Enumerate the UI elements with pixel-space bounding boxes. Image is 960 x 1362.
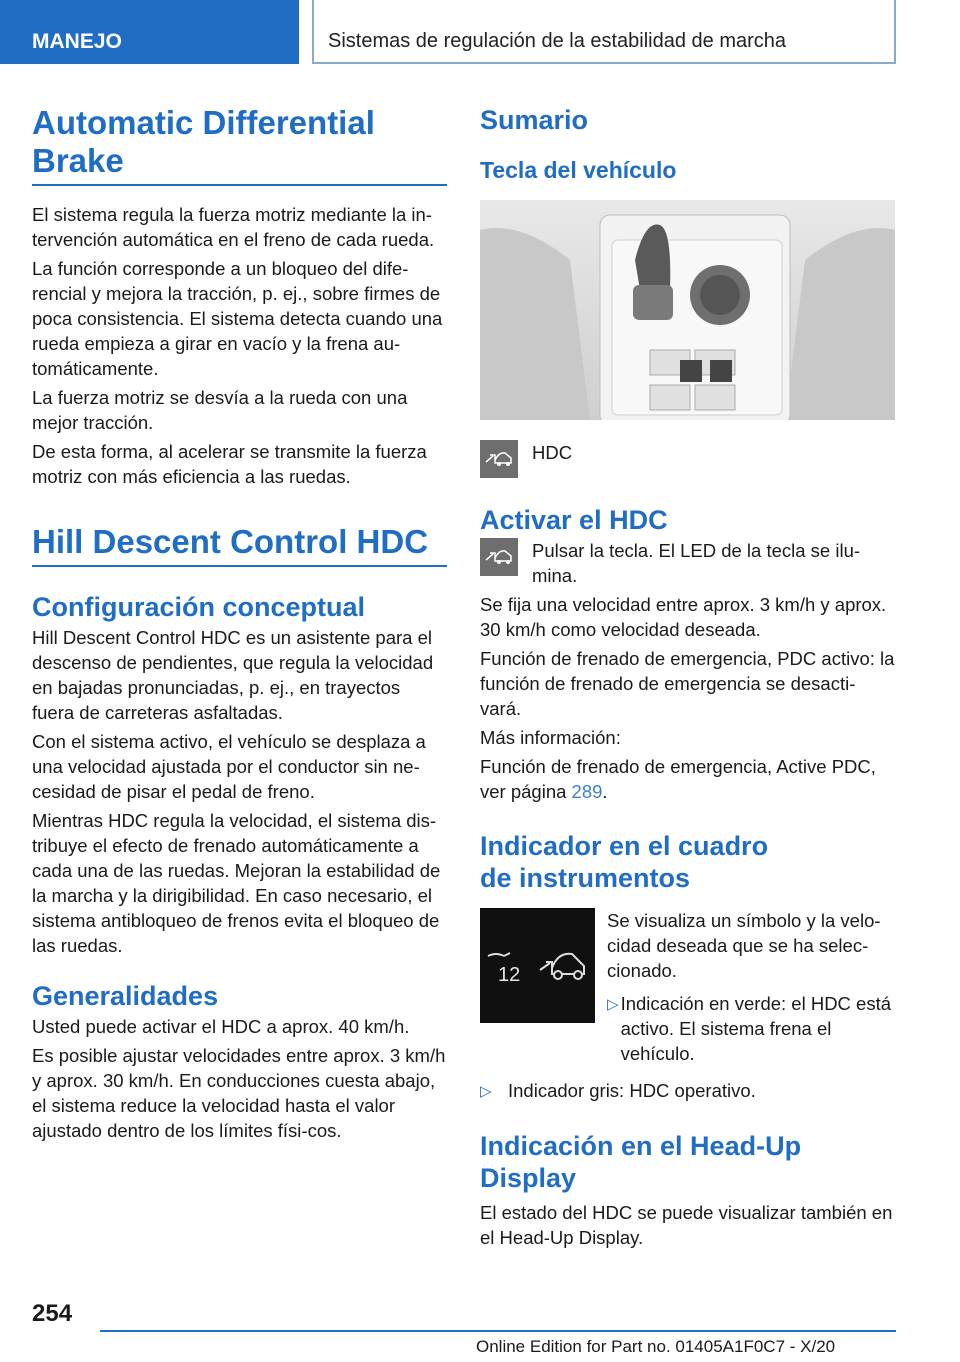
hdc-key-label: HDC: [532, 442, 573, 463]
center-console-photo: [480, 200, 895, 420]
activate-row: [480, 538, 895, 588]
left-column: [32, 100, 447, 1143]
activate-paragraph-2: Se fija una velocidad entre aprox. 3 km/h y aprox. 30 km/h como velocidad deseada.: [480, 594, 887, 640]
hud-heading: Indicación en el Head-Up Display: [480, 1131, 802, 1193]
triangle-bullet-icon: ▷: [607, 996, 619, 1013]
general-paragraph-2: Es posible ajustar velocidades entre aprox. 3 km/h y aprox. 30 km/h. En conducciones cuesta abajo, el sistema reduce la velocidad hasta el valor ajustado dentro de los límites físi-cos.: [32, 1045, 446, 1141]
section-tab[interactable]: [0, 0, 299, 64]
hdc-button-icon: [480, 538, 518, 576]
hud-paragraph-1: El estado del HDC se puede visualizar también en el Head-Up Display.: [480, 1202, 893, 1248]
cluster-paragraph-1: Se visualiza un símbolo y la velo-cidad deseada que se ha selec-cionado.: [607, 910, 881, 981]
general-heading: Generalidades: [32, 981, 219, 1011]
activate-paragraph-1: Pulsar la tecla. El LED de la tecla se ilu-mina.: [532, 540, 861, 586]
bullet-item: [480, 1078, 895, 1104]
chapter-title-box: [312, 0, 896, 64]
concept-heading: Configuración conceptual: [32, 592, 366, 622]
bullet-item: [607, 991, 895, 1066]
triangle-bullet-icon: ▷: [480, 1083, 492, 1100]
summary-heading: Sumario: [480, 105, 589, 135]
activate-paragraph-3: Función de frenado de emergencia, PDC activo: la función de frenado de emergencia se desacti-vará.: [480, 648, 895, 719]
concept-paragraph-3: Mientras HDC regula la velocidad, el sistema dis-tribuye el efecto de frenado automáticamente a cada una de las ruedas. Mejoran la estabilidad de la marcha y la dirigibilidad. En caso necesario, el sistema antibloqueo de frenos evita el bloqueo de las ruedas.: [32, 810, 441, 956]
center-console-illustration: [480, 200, 895, 420]
more-info-label: Más información:: [480, 727, 621, 748]
concept-paragraph-1: Hill Descent Control HDC es un asistente para el descenso de pendientes, que regula la velocidad en bajadas pronunciadas, p. ej., en trayectos fuera de carreteras asfaltadas.: [32, 627, 434, 723]
more-info-text: [480, 754, 895, 804]
adb-paragraph-2: La función corresponde a un bloqueo del dife-rencial y mejora la tracción, p. ej., sobre firmes de poca consistencia. El sistema detecta cuando una rueda empieza a girar en vacío y la frena au-tomáticamente.: [32, 258, 443, 379]
section-label: MANEJO: [32, 30, 122, 53]
chapter-title: Sistemas de regulación de la estabilidad de marcha: [328, 30, 787, 52]
edition-footer: Online Edition for Part no. 01405A1F0C7 - X/20: [476, 1337, 836, 1356]
cluster-row: [480, 908, 895, 1066]
bullet-text-1: Indicación en verde: el HDC está activo. El sistema frena el vehículo.: [620, 993, 892, 1064]
cluster-heading: Indicador en el cuadro de instrumentos: [480, 831, 769, 893]
hdc-heading: Hill Descent Control HDC: [32, 523, 447, 567]
more-info-body: Función de frenado de emergencia, Active PDC, ver página: [480, 756, 876, 802]
page-number: 254: [32, 1300, 73, 1327]
general-paragraph-1: Usted puede activar el HDC a aprox. 40 km/h.: [32, 1016, 410, 1037]
hdc-key-row: [480, 440, 895, 478]
page-reference-period: .: [602, 781, 608, 802]
adb-heading: Automatic Differential Brake: [32, 100, 447, 186]
adb-paragraph-3: La fuerza motriz se desvía a la rueda con una mejor tracción.: [32, 387, 408, 433]
activate-heading: Activar el HDC: [480, 505, 668, 535]
adb-paragraph-4: De esta forma, al acelerar se transmite la fuerza motriz con más eficiencia a las ruedas.: [32, 441, 427, 487]
right-column: [480, 100, 895, 1250]
key-heading: Tecla del vehículo: [480, 157, 677, 183]
adb-paragraph-1: El sistema regula la fuerza motriz mediante la in-tervención automática en el freno de cada rueda.: [32, 204, 435, 250]
instrument-cluster-display: [480, 908, 595, 1023]
footer-rule: [100, 1330, 896, 1332]
cluster-text-block: [607, 908, 895, 1066]
page-reference-link[interactable]: 289: [571, 781, 603, 802]
bullet-text-2: Indicador gris: HDC operativo.: [508, 1080, 756, 1101]
concept-paragraph-2: Con el sistema activo, el vehículo se desplaza a una velocidad ajustada por el conductor sin ne-cesidad de pisar el pedal de freno.: [32, 731, 426, 802]
hdc-descent-icon: [480, 440, 518, 478]
cluster-speed-text: 12: [498, 964, 521, 986]
